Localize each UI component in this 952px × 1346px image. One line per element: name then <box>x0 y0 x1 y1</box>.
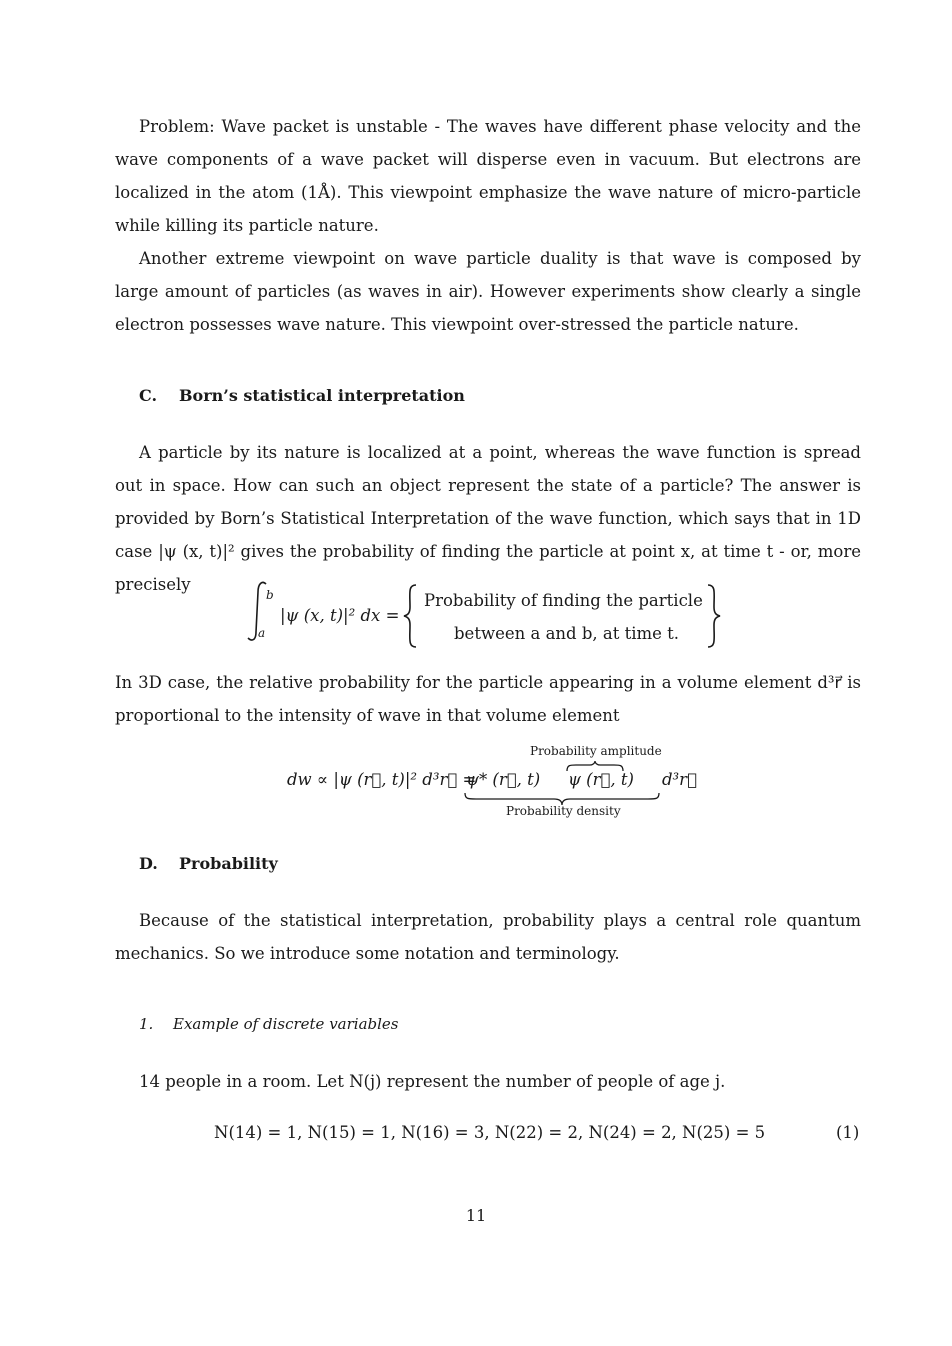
section-title: Probability <box>179 854 278 873</box>
dw-lhs: dw ∝ |ψ (r⃗, t)|² d³r⃗ = <box>287 770 477 789</box>
paragraph-born-interpretation: A particle by its nature is localized at a point, whereas the wave function is spread out in space. How can such an object represent the state of a particle? The answer is provided by Born’s Statistical Interpretation of the wave function, which says that in 1D case |ψ (x, t)|² gives the probability of finding the particle at point x, at time t - or, more precisely <box>115 443 861 594</box>
integral-upper-limit: b <box>266 588 274 602</box>
right-curly-brace <box>704 583 722 649</box>
psi: ψ (r⃗, t) <box>568 770 634 789</box>
paragraph-extreme-viewpoint: Another extreme viewpoint on wave particle duality is that wave is composed by large amount of particles (as waves in air). However experiments show clearly a single electron possesses wave nature. This viewpoint over-stressed the particle nature. <box>115 249 861 334</box>
page-number: 11 <box>465 1206 487 1225</box>
paragraph-wave-packet-problem: Problem: Wave packet is unstable - The waves have different phase velocity and the wave components of a wave packet will disperse even in vacuum. But electrons are localized in the atom (1Å). This viewpoint emphasize the wave nature of micro-particle while killing its particle nature. <box>115 117 861 235</box>
subsection-heading-1 <box>139 1015 399 1033</box>
equation-number: (1) <box>836 1123 860 1142</box>
section-heading-c <box>139 386 465 405</box>
section-letter: C. <box>139 386 158 405</box>
psi-star: ψ* (r⃗, t) <box>466 770 541 789</box>
section-heading-d <box>139 854 278 873</box>
subsection-title: Example of discrete variables <box>173 1015 399 1033</box>
section-letter: D. <box>139 854 158 873</box>
volume-element: d³r⃗ <box>662 770 697 789</box>
equation-1: N(14) = 1, N(15) = 1, N(16) = 3, N(22) = 2, N(24) = 2, N(25) = 5 <box>214 1123 766 1142</box>
integral-rhs-line-1: Probability of finding the particle <box>424 591 703 610</box>
paragraph-people-example: 14 people in a room. Let N(j) represent the number of people of age j. <box>139 1072 726 1091</box>
paragraph-3d-case: In 3D case, the relative probability for the particle appearing in a volume element d³r⃗ is proportional to the intensity of wave in that volume element <box>115 673 861 725</box>
section-title: Born’s statistical interpretation <box>179 386 465 405</box>
integral-rhs-line-2: between a and b, at time t. <box>454 624 680 643</box>
left-curly-brace <box>402 583 420 649</box>
underbrace-label: Probability density <box>506 804 621 818</box>
subsection-number: 1. <box>139 1015 154 1033</box>
paragraph-probability-intro: Because of the statistical interpretation, probability plays a central role quantum mechanics. So we introduce some notation and terminology. <box>115 911 861 963</box>
integral-lhs: |ψ (x, t)|² dx = <box>280 606 400 625</box>
integral-lower-limit: a <box>258 626 266 640</box>
overbrace-label: Probability amplitude <box>530 744 662 758</box>
